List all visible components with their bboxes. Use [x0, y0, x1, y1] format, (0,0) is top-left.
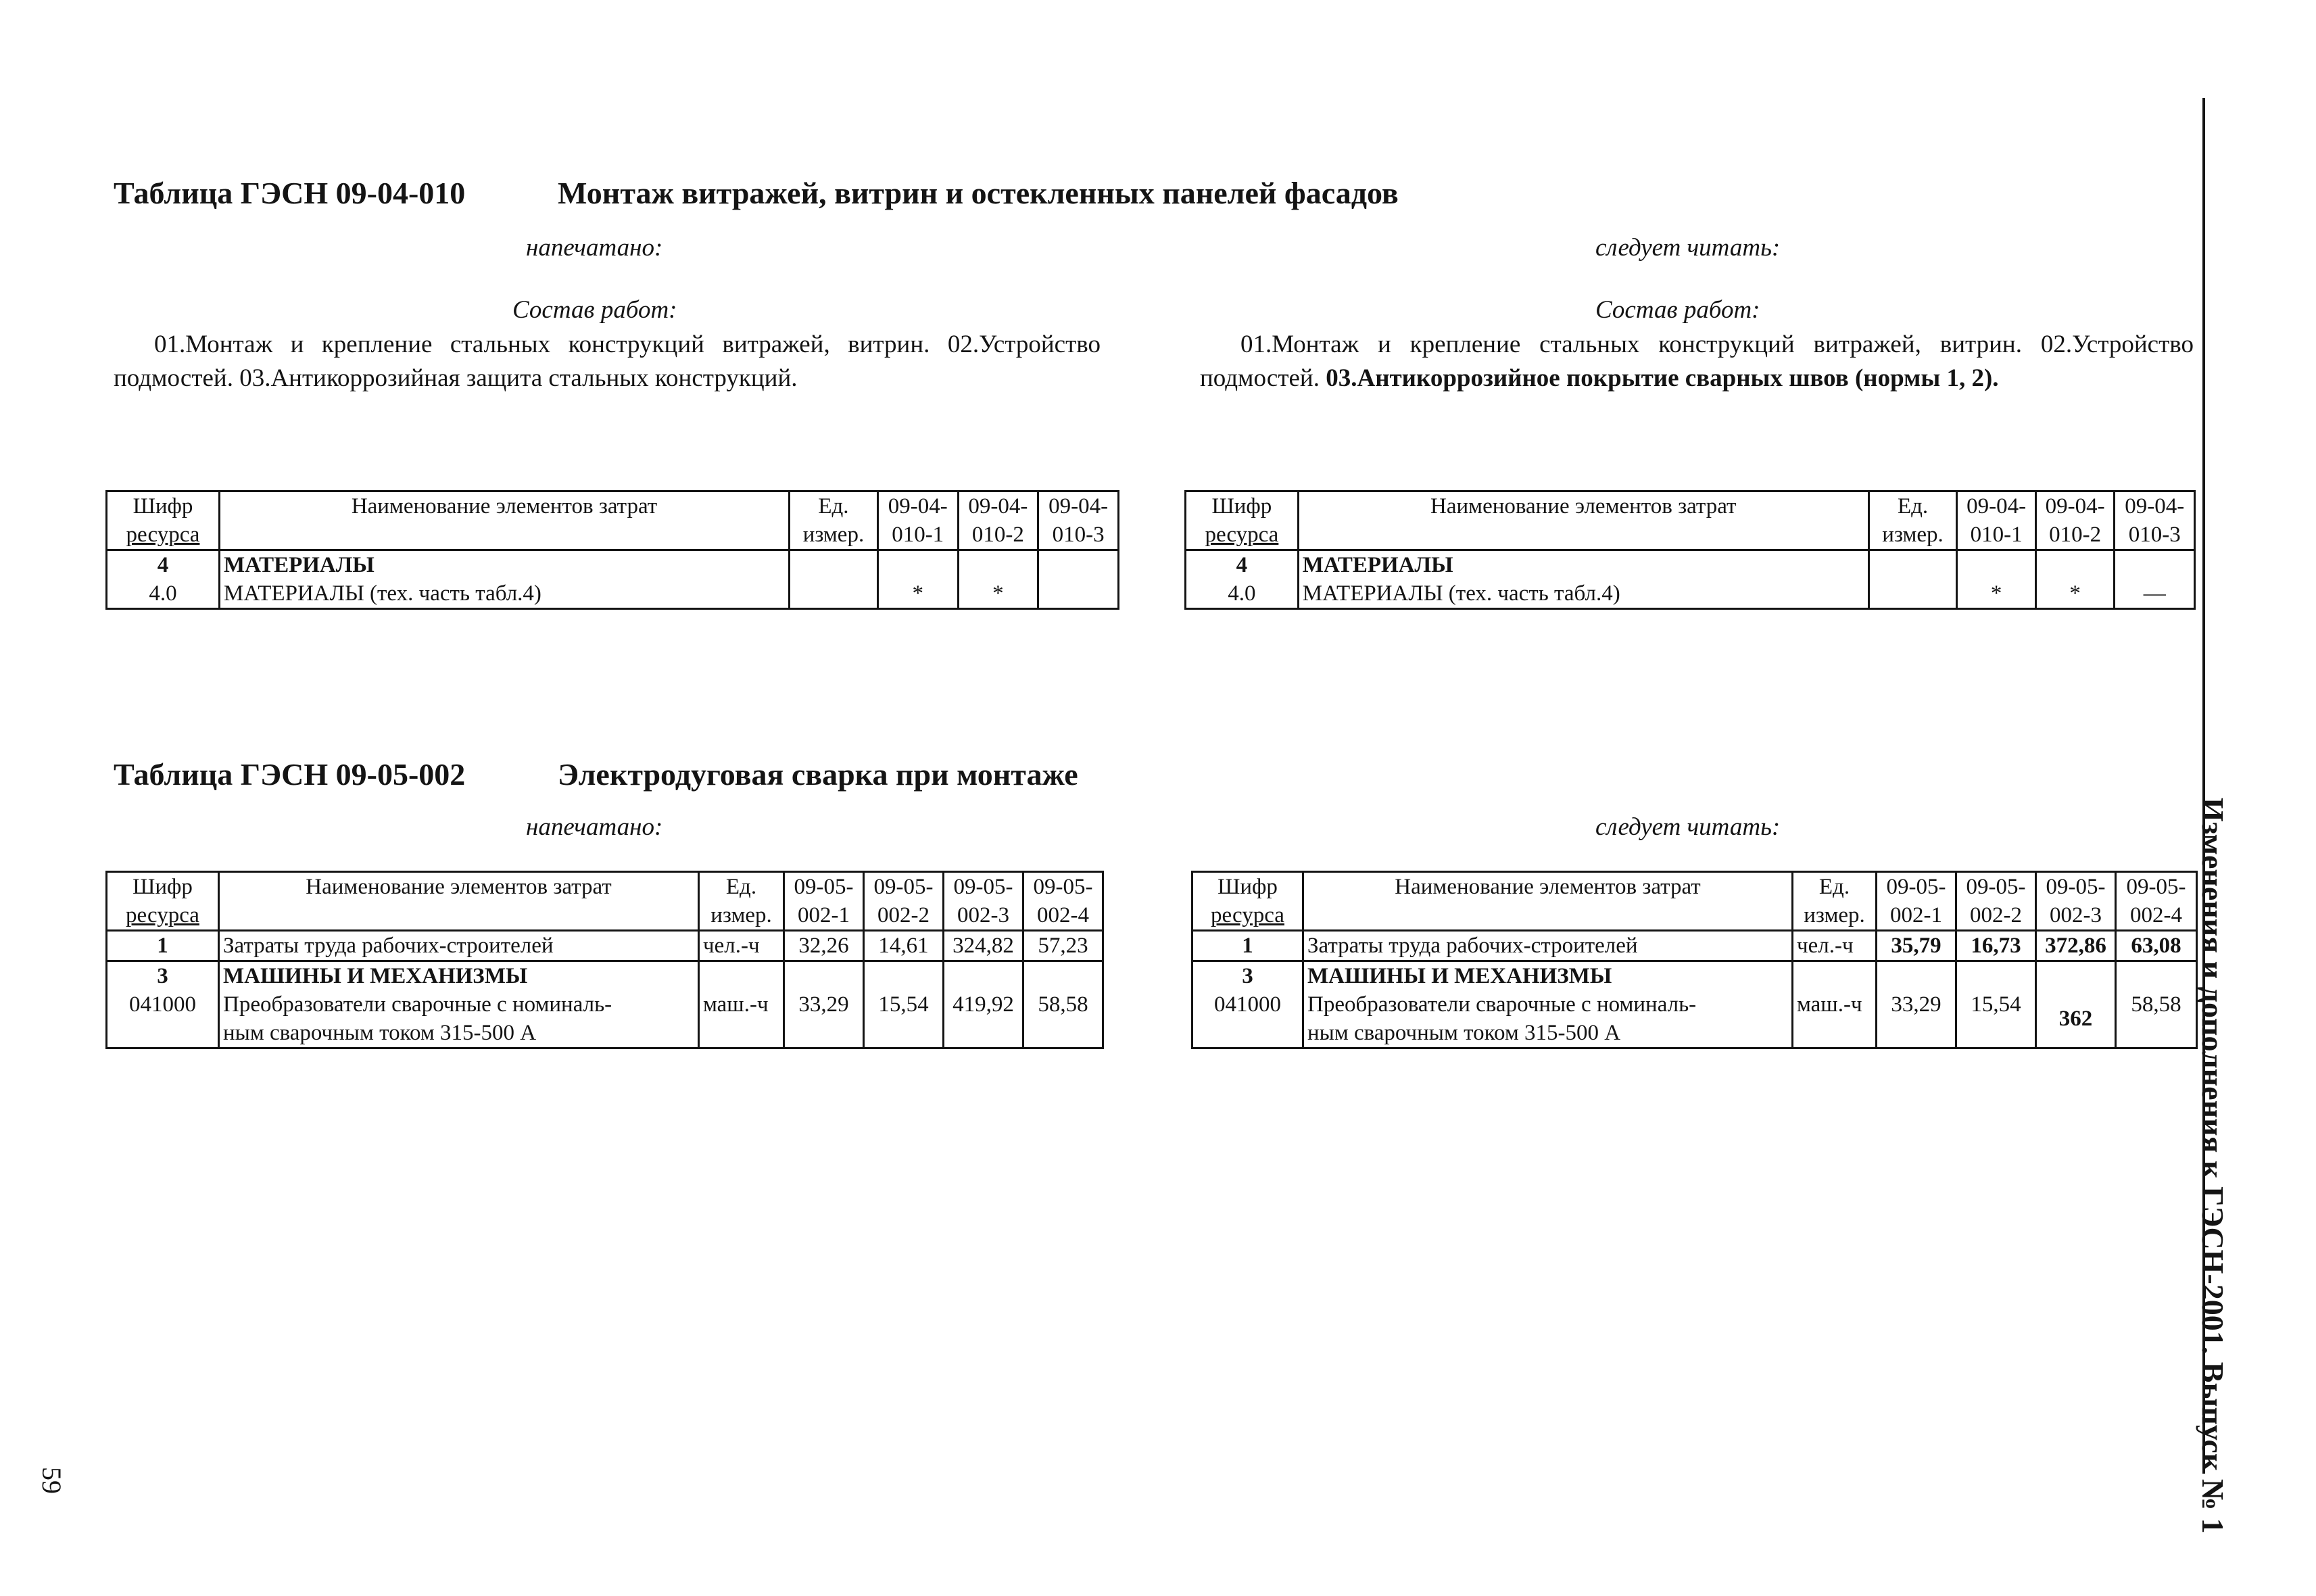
header-col-4: 09-05- 002-4	[1023, 872, 1103, 931]
row-value-4: 57,23	[1023, 931, 1103, 961]
header-col-2: 09-04- 010-2	[958, 491, 1038, 550]
header-code: Шифр ресурса	[107, 872, 219, 931]
row-value-3: 324,82	[944, 931, 1023, 961]
header-col-2: 09-04- 010-2	[2035, 491, 2115, 550]
table-header-row	[1192, 872, 2197, 931]
row-value-2: 15,54	[1956, 990, 2036, 1048]
row-value-3	[1038, 550, 1119, 580]
row-code: 3	[107, 961, 219, 991]
page-number: 59	[37, 1467, 67, 1494]
header-unit: Ед. измер.	[1793, 872, 1877, 931]
table-row	[1192, 990, 2197, 1048]
header-col-1: 09-04- 010-1	[1957, 491, 2036, 550]
header-col-2: 09-05- 002-2	[1956, 872, 2036, 931]
table-09-05-002-printed	[105, 871, 1104, 1049]
row-value-2	[864, 961, 944, 991]
row-value-1: *	[1957, 579, 2036, 609]
header-unit: Ед. измер.	[699, 872, 784, 931]
table-row	[1186, 550, 2195, 580]
row-value-1	[784, 961, 864, 991]
row-value-4	[2116, 961, 2197, 991]
row-unit: маш.-ч	[1793, 990, 1877, 1048]
section1-composition-label-right: Состав работ:	[1595, 296, 1760, 324]
table-header-row	[107, 491, 1119, 550]
header-col-3: 09-05- 002-3	[2036, 872, 2116, 931]
row-value-1: 35,79	[1877, 931, 1956, 961]
header-name: Наименование элементов затрат	[1303, 872, 1793, 931]
row-name: МАТЕРИАЛЫ	[220, 550, 790, 580]
row-unit: маш.-ч	[699, 990, 784, 1048]
section1-composition-right-plain: 01.Монтаж и крепление стальных конструкций витражей, витрин. 02.Устройство подмостей.	[1200, 331, 2194, 392]
header-col-3: 09-05- 002-3	[944, 872, 1023, 931]
section1-composition-left	[114, 328, 1101, 395]
row-value-2: 14,61	[864, 931, 944, 961]
row-name: Затраты труда рабочих-строителей	[1303, 931, 1793, 961]
row-value-1: 32,26	[784, 931, 864, 961]
row-name: МАШИНЫ И МЕХАНИЗМЫ	[219, 961, 699, 991]
section1-composition-right-bold: 03.Антикоррозийное покрытие сварных швов (нормы 1, 2).	[1326, 364, 1999, 392]
row-value-3: 419,92	[944, 990, 1023, 1048]
header-col-3: 09-04- 010-3	[2115, 491, 2195, 550]
row-code: 1	[107, 931, 219, 961]
row-code: 1	[1192, 931, 1303, 961]
row-name: МАТЕРИАЛЫ (тех. часть табл.4)	[1298, 579, 1868, 609]
header-name: Наименование элементов затрат	[219, 872, 699, 931]
table-row	[107, 579, 1119, 609]
header-unit: Ед. измер.	[1868, 491, 1957, 550]
section1-title: Монтаж витражей, витрин и остекленных панелей фасадов	[558, 176, 1399, 210]
row-unit	[699, 961, 784, 991]
section2-printed-label: напечатано:	[526, 813, 663, 841]
row-code: 4.0	[1186, 579, 1299, 609]
row-value-1	[1877, 961, 1956, 991]
row-value-1: *	[877, 579, 958, 609]
table-row	[1192, 961, 2197, 991]
row-value-2	[958, 550, 1038, 580]
header-col-2: 09-05- 002-2	[864, 872, 944, 931]
row-unit	[790, 550, 878, 580]
row-value-4	[1023, 961, 1103, 991]
row-value-1: 33,29	[784, 990, 864, 1048]
row-name: Затраты труда рабочих-строителей	[219, 931, 699, 961]
table-09-05-002-corrected	[1191, 871, 2198, 1049]
header-code: Шифр ресурса	[1186, 491, 1299, 550]
section2-code: Таблица ГЭСН 09-05-002	[114, 757, 466, 792]
row-value-3	[944, 961, 1023, 991]
header-unit: Ед. измер.	[790, 491, 878, 550]
table-row	[107, 550, 1119, 580]
row-value-1: 33,29	[1877, 990, 1956, 1048]
header-col-3: 09-04- 010-3	[1038, 491, 1119, 550]
section1-printed-label: напечатано:	[526, 234, 663, 262]
row-unit	[1868, 550, 1957, 580]
row-value-1	[1957, 550, 2036, 580]
row-value-4: 63,08	[2116, 931, 2197, 961]
header-name: Наименование элементов затрат	[220, 491, 790, 550]
row-unit	[1868, 579, 1957, 609]
table-09-04-010-corrected	[1184, 490, 2196, 610]
section1-composition-label-left: Состав работ:	[512, 296, 677, 324]
row-value-3	[2036, 961, 2116, 991]
section1-correct-label: следует читать:	[1595, 234, 1781, 262]
row-unit	[1793, 961, 1877, 991]
row-code: 041000	[1192, 990, 1303, 1048]
row-value-2: 15,54	[864, 990, 944, 1048]
header-code: Шифр ресурса	[1192, 872, 1303, 931]
section2-title: Электродуговая сварка при монтаже	[558, 757, 1078, 792]
row-value-1	[877, 550, 958, 580]
row-value-3: 372,86	[2036, 931, 2116, 961]
section1-composition-right	[1200, 328, 2194, 395]
row-value-2: *	[958, 579, 1038, 609]
row-value-3: —	[2115, 579, 2195, 609]
header-col-1: 09-05- 002-1	[784, 872, 864, 931]
table-row	[107, 961, 1103, 991]
table-row	[107, 990, 1103, 1048]
row-code: 4	[107, 550, 220, 580]
header-col-4: 09-05- 002-4	[2116, 872, 2197, 931]
header-code: Шифр ресурса	[107, 491, 220, 550]
row-code: 3	[1192, 961, 1303, 991]
header-name: Наименование элементов затрат	[1298, 491, 1868, 550]
table-header-row	[1186, 491, 2195, 550]
section1-code: Таблица ГЭСН 09-04-010	[114, 176, 466, 210]
row-name: МАТЕРИАЛЫ	[1298, 550, 1868, 580]
header-col-1: 09-05- 002-1	[1877, 872, 1956, 931]
header-col-1: 09-04- 010-1	[877, 491, 958, 550]
row-name: Преобразователи сварочные с номиналь- ным сварочным током 315-500 А	[219, 990, 699, 1048]
row-value-2: 16,73	[1956, 931, 2036, 961]
table-row	[107, 931, 1103, 961]
section2-correct-label: следует читать:	[1595, 813, 1781, 841]
section1-composition-left-text: 01.Монтаж и крепление стальных конструкций витражей, витрин. 02.Устройство подмостей. 03.Антикоррозийная защита стальных конструкций.	[114, 331, 1101, 392]
row-unit: чел.-ч	[1793, 931, 1877, 961]
row-value-4: 58,58	[2116, 990, 2197, 1048]
row-value-3	[2115, 550, 2195, 580]
row-unit	[790, 579, 878, 609]
row-value-3	[1038, 579, 1119, 609]
side-title: Изменения и дополнения к ГЭСН-2001. Выпуск № 1	[2196, 798, 2230, 1534]
row-value-2: *	[2035, 579, 2115, 609]
row-name: МАШИНЫ И МЕХАНИЗМЫ	[1303, 961, 1793, 991]
row-name: Преобразователи сварочные с номиналь- ным сварочным током 315-500 А	[1303, 990, 1793, 1048]
row-code: 4	[1186, 550, 1299, 580]
table-header-row	[107, 872, 1103, 931]
row-value-2	[2035, 550, 2115, 580]
table-09-04-010-printed	[105, 490, 1119, 610]
row-value-4: 58,58	[1023, 990, 1103, 1048]
row-value-2	[1956, 961, 2036, 991]
table-row	[1186, 579, 2195, 609]
table-row	[1192, 931, 2197, 961]
row-code: 4.0	[107, 579, 220, 609]
row-value-3: 362	[2036, 990, 2116, 1048]
row-unit: чел.-ч	[699, 931, 784, 961]
row-name: МАТЕРИАЛЫ (тех. часть табл.4)	[220, 579, 790, 609]
row-code: 041000	[107, 990, 219, 1048]
